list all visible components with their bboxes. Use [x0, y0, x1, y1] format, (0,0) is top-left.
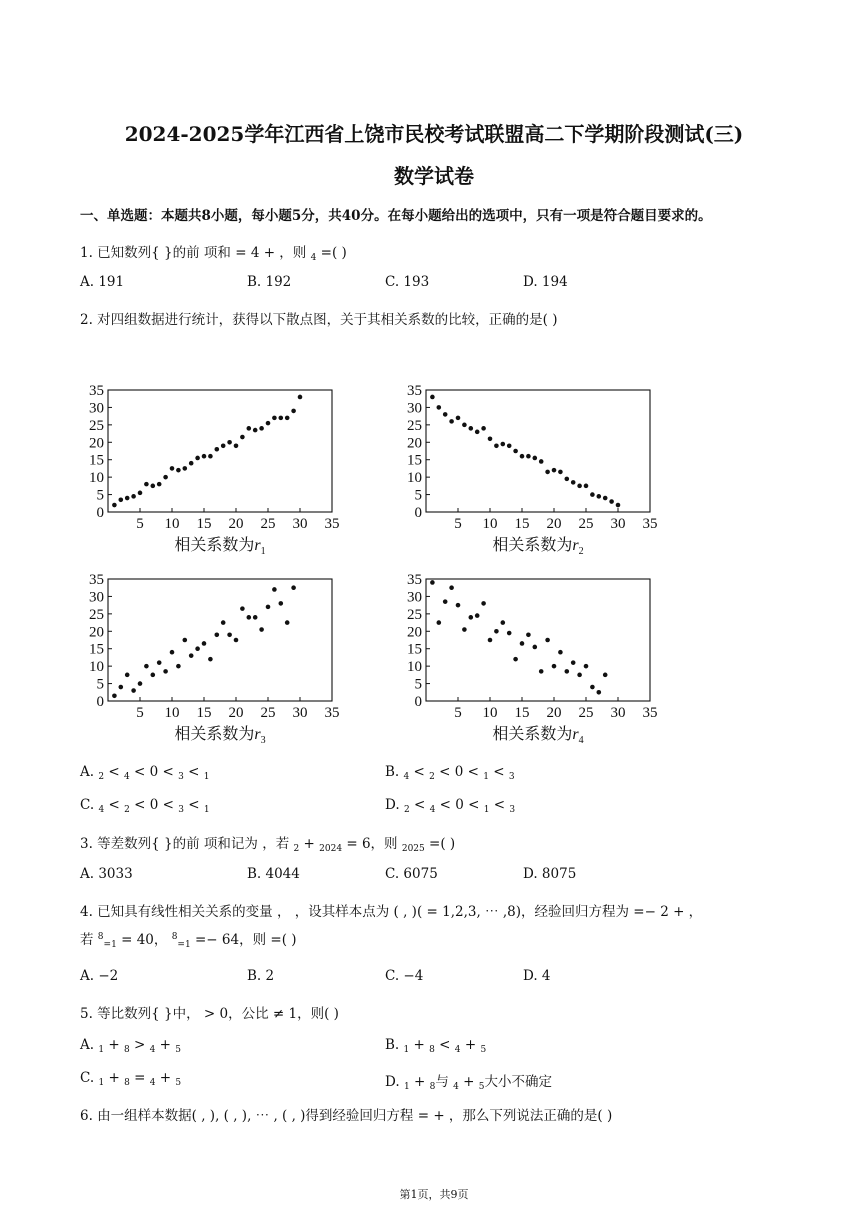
q5-option-subscript: 1: [403, 1045, 410, 1055]
y-tick-label: 20: [407, 624, 422, 641]
data-point: [266, 605, 271, 610]
data-point: [163, 475, 168, 480]
x-tick-label: 30: [610, 516, 626, 532]
q2-option-subscript: 2: [98, 772, 105, 782]
data-point: [215, 632, 220, 637]
q5-option-label: D.: [385, 1074, 404, 1090]
x-tick-label: 5: [136, 705, 144, 721]
q2-option-subscript: 3: [508, 772, 515, 782]
x-tick-label: 25: [578, 516, 594, 532]
q2-option-text: <: [104, 764, 124, 780]
y-tick-label: 10: [407, 659, 422, 676]
q5-option-text: +: [409, 1037, 430, 1053]
q2-option-subscript: 4: [123, 772, 130, 782]
q2-option-b[interactable]: [385, 764, 515, 782]
scatter-plot-r4: [396, 567, 664, 747]
data-point: [616, 503, 621, 508]
data-point: [552, 664, 557, 669]
x-tick-label: 10: [482, 516, 498, 532]
data-point: [240, 435, 245, 440]
y-tick-label: 25: [89, 606, 104, 623]
data-point: [183, 466, 188, 471]
q2-option-text: < 0 <: [129, 764, 179, 780]
q2-option-subscript: 2: [124, 805, 130, 815]
data-point: [221, 620, 226, 625]
q2-option-text: < 0 <: [434, 764, 484, 780]
y-tick-label: 0: [96, 505, 104, 521]
data-point: [481, 426, 486, 431]
y-tick-label: 15: [407, 641, 422, 658]
x-tick-label: 35: [642, 516, 658, 532]
data-point: [533, 456, 538, 461]
data-point: [501, 620, 506, 625]
q5-option-text: +: [409, 1074, 430, 1090]
q4-option-c[interactable]: C. −4: [385, 968, 424, 984]
data-point: [430, 395, 435, 400]
q2-option-text: <: [183, 764, 204, 780]
data-point: [520, 454, 525, 459]
y-tick-label: 30: [89, 589, 104, 606]
q5-option-subscript: 5: [478, 1082, 485, 1092]
q2-option-d[interactable]: [385, 797, 515, 815]
data-point: [298, 395, 303, 400]
data-point: [526, 632, 531, 637]
q5-option-subscript: 8: [123, 1045, 130, 1055]
data-point: [266, 421, 271, 426]
y-tick-label: 35: [89, 383, 104, 399]
q5-option-subscript: 4: [454, 1045, 461, 1055]
question-6-stem: 6. 由一组样本数据( , ), ( , ), ⋯ , ( , )得到经验回归方程 = + ，那么下列说法正确的是( ): [80, 1108, 613, 1124]
q5-option-subscript: 1: [98, 1045, 105, 1055]
y-tick-label: 35: [89, 572, 104, 588]
y-tick-label: 20: [89, 435, 104, 452]
data-point: [247, 615, 252, 620]
scatter-plot-r1: [78, 378, 346, 558]
q2-option-subscript: 1: [483, 805, 490, 815]
q5-option-text: +: [155, 1070, 176, 1086]
data-point: [584, 664, 589, 669]
data-point: [488, 638, 493, 643]
x-tick-label: 35: [324, 516, 340, 532]
q3-option-b[interactable]: B. 4044: [247, 866, 300, 882]
data-point: [125, 673, 130, 678]
data-point: [481, 601, 486, 606]
q2-option-a[interactable]: [80, 764, 209, 782]
data-point: [151, 484, 156, 489]
data-point: [259, 426, 264, 431]
question-4-line-1: 4. 已知具有线性相关关系的变量 ， ，设其样本点为 ( , )( = 1,2,3, ⋯ ,8)，经验回归方程为 =− 2 + ，: [80, 904, 703, 920]
y-tick-label: 35: [407, 572, 422, 588]
q2-option-label: C.: [80, 797, 99, 813]
y-tick-label: 15: [89, 452, 104, 469]
scatter-plot-r2: [396, 378, 664, 558]
data-point: [279, 601, 284, 606]
q2-option-subscript: 3: [178, 772, 184, 782]
q2-option-text: < 0 <: [435, 797, 484, 813]
x-tick-label: 20: [546, 705, 562, 721]
data-point: [590, 685, 595, 690]
q5-option-a[interactable]: [80, 1037, 181, 1055]
data-point: [597, 690, 602, 695]
data-point: [202, 454, 207, 459]
data-point: [131, 494, 136, 499]
data-point: [195, 456, 200, 461]
data-point: [494, 443, 499, 448]
scatter-plot-r3: [78, 567, 346, 747]
q2-option-subscript: 1: [203, 805, 210, 815]
x-tick-label: 20: [228, 516, 244, 532]
q5-option-text: =: [129, 1070, 150, 1086]
q2-option-label: A.: [80, 764, 99, 780]
data-point: [462, 627, 467, 632]
x-tick-label: 10: [164, 516, 180, 532]
q2-option-label: B.: [385, 764, 404, 780]
q2-option-subscript: 4: [403, 772, 410, 782]
y-tick-label: 15: [89, 641, 104, 658]
x-tick-label: 20: [546, 516, 562, 532]
plot-frame: [426, 579, 650, 701]
y-tick-label: 5: [96, 487, 104, 504]
data-point: [195, 646, 200, 651]
y-tick-label: 25: [89, 417, 104, 434]
q4-option-b[interactable]: B. 2: [247, 968, 275, 984]
data-point: [240, 606, 245, 611]
data-point: [443, 599, 448, 604]
x-tick-label: 35: [324, 705, 340, 721]
x-tick-label: 15: [196, 705, 212, 721]
q3-option-c[interactable]: C. 6075: [385, 866, 438, 882]
data-point: [227, 440, 232, 445]
data-point: [285, 416, 290, 421]
q2-option-label: D.: [385, 797, 404, 813]
y-tick-label: 20: [89, 624, 104, 641]
y-tick-label: 25: [407, 417, 422, 434]
q2-option-subscript: 4: [429, 805, 436, 815]
q5-option-text: 与: [435, 1074, 454, 1090]
q2-option-subscript: 2: [429, 772, 435, 782]
data-point: [176, 664, 181, 669]
x-tick-label: 25: [260, 705, 276, 721]
data-point: [437, 620, 442, 625]
data-point: [571, 480, 576, 485]
q2-option-text: <: [489, 797, 510, 813]
data-point: [437, 405, 442, 410]
data-point: [603, 496, 608, 501]
x-tick-label: 5: [454, 516, 462, 532]
data-point: [221, 443, 226, 448]
q1-option-a[interactable]: A. 191: [80, 274, 125, 290]
q5-option-subscript: 5: [175, 1078, 182, 1088]
data-point: [138, 681, 143, 686]
q5-option-subscript: 5: [480, 1045, 487, 1055]
data-point: [170, 466, 175, 471]
q1-option-b[interactable]: B. 192: [247, 274, 292, 290]
data-point: [138, 491, 143, 496]
data-point: [208, 657, 213, 662]
q5-option-label: B.: [385, 1037, 404, 1053]
data-point: [449, 419, 454, 424]
data-point: [597, 494, 602, 499]
data-point: [234, 443, 239, 448]
data-point: [259, 627, 264, 632]
q1-option-d[interactable]: D. 194: [523, 274, 568, 290]
y-tick-label: 0: [414, 694, 422, 710]
q5-option-text: +: [458, 1074, 479, 1090]
data-point: [513, 449, 518, 454]
q5-option-subscript: 5: [175, 1045, 181, 1055]
y-tick-label: 30: [407, 400, 422, 417]
q2-option-subscript: 4: [98, 805, 105, 815]
data-point: [234, 638, 239, 643]
data-point: [119, 685, 124, 690]
data-point: [539, 459, 544, 464]
x-tick-label: 15: [196, 516, 212, 532]
x-tick-label: 10: [164, 705, 180, 721]
data-point: [533, 645, 538, 650]
data-point: [552, 468, 557, 473]
q5-option-label: A.: [80, 1037, 99, 1053]
data-point: [119, 498, 124, 503]
q2-option-subscript: 1: [483, 772, 490, 782]
data-point: [449, 585, 454, 590]
data-point: [253, 615, 258, 620]
x-tick-label: 30: [292, 516, 308, 532]
data-point: [513, 657, 518, 662]
data-point: [475, 430, 480, 435]
q5-option-text: +: [104, 1037, 124, 1053]
data-point: [456, 603, 461, 608]
plot-caption: 相关系数为$r_1$: [174, 537, 266, 557]
plot-caption: 相关系数为$r_3$: [174, 726, 266, 746]
q2-option-c[interactable]: [80, 797, 210, 815]
x-tick-label: 30: [292, 705, 308, 721]
q3-option-a[interactable]: A. 3033: [80, 866, 133, 882]
y-tick-label: 30: [89, 400, 104, 417]
x-tick-label: 15: [514, 516, 530, 532]
q2-option-text: < 0 <: [129, 797, 179, 813]
data-point: [157, 482, 162, 487]
question-5-stem: 5. 等比数列{ }中， > 0，公比 ≠ 1，则( ): [80, 1006, 339, 1022]
q5-option-subscript: 8: [429, 1082, 436, 1092]
data-point: [577, 673, 582, 678]
q5-option-text: +: [104, 1070, 125, 1086]
q2-option-subscript: 3: [178, 805, 184, 815]
data-point: [112, 503, 117, 508]
data-point: [520, 641, 525, 646]
data-point: [469, 615, 474, 620]
x-tick-label: 20: [228, 705, 244, 721]
data-point: [215, 447, 220, 452]
y-tick-label: 0: [414, 505, 422, 521]
data-point: [507, 631, 512, 636]
data-point: [163, 669, 168, 674]
q2-option-text: <: [183, 797, 204, 813]
q5-option-subscript: 1: [98, 1078, 105, 1088]
data-point: [545, 638, 550, 643]
data-point: [272, 587, 277, 592]
question-4-line-2: 若 $^8_{=1}$ = 40， $^8_{=1}$ =− 64，则 =( ): [80, 932, 297, 950]
q5-option-d[interactable]: [385, 1070, 552, 1092]
x-tick-label: 25: [260, 516, 276, 532]
data-point: [558, 650, 563, 655]
y-tick-label: 5: [96, 676, 104, 693]
q2-option-text: <: [409, 797, 430, 813]
data-point: [291, 585, 296, 590]
data-point: [539, 669, 544, 674]
q2-option-text: <: [104, 797, 125, 813]
data-point: [247, 426, 252, 431]
q5-option-text: +: [155, 1037, 176, 1053]
data-point: [565, 669, 570, 674]
data-point: [189, 653, 194, 658]
data-point: [501, 442, 506, 447]
x-tick-label: 25: [578, 705, 594, 721]
q4-option-d[interactable]: D. 4: [523, 968, 551, 984]
data-point: [603, 673, 608, 678]
q2-option-subscript: 2: [403, 805, 410, 815]
y-tick-label: 0: [96, 694, 104, 710]
q4-option-a[interactable]: A. −2: [80, 968, 119, 984]
data-point: [462, 423, 467, 428]
data-point: [272, 416, 277, 421]
y-tick-label: 10: [89, 659, 104, 676]
q5-option-b[interactable]: [385, 1037, 486, 1055]
data-point: [125, 496, 130, 501]
question-2-stem: 2. 对四组数据进行统计，获得以下散点图，关于其相关系数的比较，正确的是( ): [80, 312, 558, 328]
data-point: [285, 620, 290, 625]
question-1: 1. 已知数列{ }的前 项和 = 4 + ，则 $_4$ =( ): [80, 245, 347, 263]
data-point: [112, 693, 117, 698]
q5-option-text: >: [129, 1037, 150, 1053]
q5-option-subscript: 4: [149, 1078, 156, 1088]
data-point: [291, 409, 296, 414]
data-point: [144, 482, 149, 487]
question-1-stem: 1. 已知数列{ }的前 项和 = 4 + ，则: [80, 245, 311, 261]
data-point: [443, 412, 448, 417]
q5-option-subscript: 4: [453, 1082, 459, 1092]
data-point: [208, 454, 213, 459]
y-tick-label: 10: [407, 470, 422, 487]
data-point: [144, 664, 149, 669]
data-point: [279, 416, 284, 421]
data-point: [494, 629, 499, 634]
data-point: [565, 477, 570, 482]
data-point: [176, 468, 181, 473]
data-point: [469, 426, 474, 431]
q1-option-c[interactable]: C. 193: [385, 274, 430, 290]
data-point: [571, 660, 576, 665]
data-point: [609, 499, 614, 504]
data-point: [475, 613, 480, 618]
q5-option-text: <: [434, 1037, 455, 1053]
data-point: [430, 580, 435, 585]
question-3: 3. 等差数列{ }的前 项和记为 ，若 $_2$ + $_{2024}$ = 6，则 $_{2025}$ =( ): [80, 836, 456, 854]
data-point: [526, 454, 531, 459]
plot-caption: 相关系数为$r_4$: [492, 726, 584, 746]
q2-option-subscript: 1: [203, 772, 210, 782]
x-tick-label: 5: [136, 516, 144, 532]
data-point: [131, 688, 136, 693]
y-tick-label: 5: [414, 487, 422, 504]
plot-caption: 相关系数为$r_2$: [492, 537, 584, 557]
data-point: [202, 641, 207, 646]
q2-option-text: <: [489, 764, 509, 780]
y-tick-label: 25: [407, 606, 422, 623]
data-point: [183, 638, 188, 643]
data-point: [157, 660, 162, 665]
x-tick-label: 35: [642, 705, 658, 721]
q5-option-text: +: [460, 1037, 481, 1053]
q5-option-subscript: 8: [124, 1078, 130, 1088]
data-point: [577, 484, 582, 489]
data-point: [151, 673, 156, 678]
y-tick-label: 15: [407, 452, 422, 469]
plot-frame: [426, 390, 650, 512]
data-point: [170, 650, 175, 655]
q5-option-subscript: 4: [149, 1045, 156, 1055]
data-point: [227, 632, 232, 637]
q5-option-text: 大小不确定: [484, 1074, 552, 1090]
page-footer: 第1页，共9页: [399, 1188, 469, 1201]
y-tick-label: 30: [407, 589, 422, 606]
x-tick-label: 15: [514, 705, 530, 721]
q5-option-label: C.: [80, 1070, 99, 1086]
y-tick-label: 35: [407, 383, 422, 399]
y-tick-label: 5: [414, 676, 422, 693]
x-tick-label: 30: [610, 705, 626, 721]
q2-option-text: <: [409, 764, 430, 780]
data-point: [584, 484, 589, 489]
q5-option-subscript: 1: [403, 1082, 410, 1092]
q5-option-c[interactable]: [80, 1070, 181, 1088]
q5-option-subscript: 8: [429, 1045, 435, 1055]
y-tick-label: 20: [407, 435, 422, 452]
q3-option-d[interactable]: D. 8075: [523, 866, 577, 882]
q2-option-subscript: 3: [509, 805, 516, 815]
data-point: [590, 492, 595, 497]
section-heading: 一、单选题：本题共8小题，每小题5分，共40分。在每小题给出的选项中，只有一项是符合题目要求的。: [80, 208, 712, 224]
x-tick-label: 5: [454, 705, 462, 721]
data-point: [189, 461, 194, 466]
data-point: [545, 470, 550, 475]
data-point: [507, 443, 512, 448]
data-point: [558, 470, 563, 475]
y-tick-label: 10: [89, 470, 104, 487]
x-tick-label: 10: [482, 705, 498, 721]
data-point: [253, 428, 258, 433]
data-point: [456, 416, 461, 421]
document-subtitle: 数学试卷: [394, 164, 474, 188]
document-title: 2024-2025学年江西省上饶市民校考试联盟高二下学期阶段测试(三): [124, 122, 744, 146]
data-point: [488, 437, 493, 442]
